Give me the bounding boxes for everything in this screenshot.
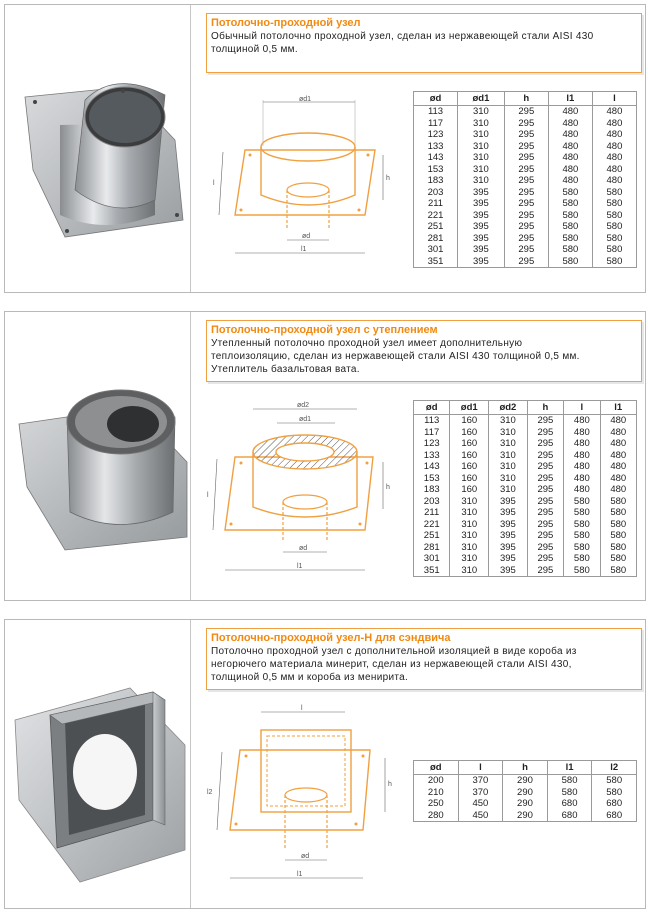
table-row xyxy=(414,129,637,141)
table-row xyxy=(414,198,637,210)
table-row xyxy=(414,152,637,164)
table-cell: 580 xyxy=(564,507,600,519)
table-cell: 450 xyxy=(458,798,503,810)
table-cell: 480 xyxy=(592,152,636,164)
dim-label-l2: l2 xyxy=(207,789,213,796)
table-cell: 580 xyxy=(600,507,636,519)
table-cell: 250 xyxy=(414,798,459,810)
table-cell: 210 xyxy=(414,787,459,799)
table-row xyxy=(414,553,637,565)
table-body xyxy=(414,775,637,822)
table-cell: 580 xyxy=(592,210,636,222)
table-cell: 295 xyxy=(504,221,548,233)
table-row xyxy=(414,118,637,130)
table-cell: 395 xyxy=(458,233,505,245)
table-cell: 295 xyxy=(504,244,548,256)
table-row xyxy=(414,221,637,233)
table-cell: 295 xyxy=(504,198,548,210)
table-cell: 395 xyxy=(458,198,505,210)
table-cell: 251 xyxy=(414,221,458,233)
table-cell: 211 xyxy=(414,507,450,519)
technical-drawing-3 xyxy=(205,700,405,890)
table-cell: 295 xyxy=(504,233,548,245)
table-cell: 113 xyxy=(414,106,458,118)
table-cell: 251 xyxy=(414,530,450,542)
table-cell: 480 xyxy=(548,129,592,141)
table-cell: 580 xyxy=(592,221,636,233)
section-description-line: Утепленный потолочно проходной узел имеет дополнительную xyxy=(211,338,523,349)
section-header-1 xyxy=(206,13,642,73)
column-header: h xyxy=(504,92,548,106)
table-cell: 395 xyxy=(489,565,528,577)
section-description-line: теплоизоляцию, сделан из нержавеющей стали AISI 430 толщиной 0,5 мм. xyxy=(211,351,580,362)
table-cell: 310 xyxy=(458,129,505,141)
section-title: Потолочно-проходной узел-Н для сэндвича xyxy=(211,632,451,644)
technical-drawing-2 xyxy=(205,397,405,582)
table-cell: 351 xyxy=(414,565,450,577)
column-header: l xyxy=(458,761,503,775)
table-row xyxy=(414,438,637,450)
dim-label-d: ød xyxy=(302,233,311,240)
spec-table-2 xyxy=(413,400,637,577)
table-cell: 160 xyxy=(450,427,489,439)
table-cell: 143 xyxy=(414,461,450,473)
table-cell: 310 xyxy=(458,141,505,153)
table-cell: 580 xyxy=(548,198,592,210)
table-row xyxy=(414,461,637,473)
table-cell: 580 xyxy=(600,496,636,508)
table-cell: 117 xyxy=(414,118,458,130)
table-cell: 310 xyxy=(458,164,505,176)
table-body xyxy=(414,106,637,268)
table-cell: 295 xyxy=(527,496,563,508)
spec-table-3 xyxy=(413,760,637,822)
table-cell: 117 xyxy=(414,427,450,439)
table-cell: 480 xyxy=(548,118,592,130)
table-cell: 295 xyxy=(527,553,563,565)
table-cell: 290 xyxy=(503,787,548,799)
table-cell: 480 xyxy=(592,141,636,153)
table-cell: 295 xyxy=(504,210,548,222)
table-cell: 295 xyxy=(527,438,563,450)
table-cell: 580 xyxy=(548,233,592,245)
table-cell: 580 xyxy=(548,187,592,199)
table-body xyxy=(414,415,637,577)
table-cell: 310 xyxy=(458,175,505,187)
dim-label-h: h xyxy=(386,175,390,182)
table-cell: 480 xyxy=(592,175,636,187)
table-cell: 680 xyxy=(592,798,637,810)
table-cell: 221 xyxy=(414,210,458,222)
table-cell: 310 xyxy=(489,415,528,427)
table-cell: 295 xyxy=(504,175,548,187)
table-cell: 480 xyxy=(600,484,636,496)
table-cell: 310 xyxy=(489,438,528,450)
table-cell: 295 xyxy=(527,519,563,531)
column-header: l xyxy=(592,92,636,106)
table-cell: 480 xyxy=(592,164,636,176)
column-header: ød1 xyxy=(450,401,489,415)
table-cell: 395 xyxy=(489,519,528,531)
table-row xyxy=(414,256,637,268)
table-cell: 395 xyxy=(489,496,528,508)
column-header: ød xyxy=(414,761,459,775)
table-header-row xyxy=(414,92,637,106)
table-cell: 160 xyxy=(450,450,489,462)
table-cell: 480 xyxy=(564,438,600,450)
table-cell: 295 xyxy=(504,118,548,130)
table-cell: 295 xyxy=(527,450,563,462)
table-cell: 295 xyxy=(527,530,563,542)
table-cell: 221 xyxy=(414,519,450,531)
table-cell: 580 xyxy=(592,775,637,787)
dim-label-l: l xyxy=(301,705,303,712)
table-cell: 290 xyxy=(503,810,548,822)
technical-drawing-1 xyxy=(205,90,405,270)
table-row xyxy=(414,106,637,118)
table-cell: 480 xyxy=(564,473,600,485)
table-cell: 395 xyxy=(458,210,505,222)
dim-label-l1: l1 xyxy=(301,246,307,253)
dim-label-h: h xyxy=(386,484,390,491)
table-cell: 203 xyxy=(414,187,458,199)
table-cell: 580 xyxy=(592,187,636,199)
table-cell: 203 xyxy=(414,496,450,508)
column-header: l xyxy=(564,401,600,415)
table-cell: 680 xyxy=(592,810,637,822)
table-cell: 295 xyxy=(527,427,563,439)
table-row xyxy=(414,427,637,439)
dim-label-d1: ød1 xyxy=(299,96,312,103)
table-cell: 580 xyxy=(592,198,636,210)
table-cell: 580 xyxy=(564,553,600,565)
table-cell: 480 xyxy=(548,164,592,176)
table-cell: 153 xyxy=(414,164,458,176)
table-cell: 113 xyxy=(414,415,450,427)
table-cell: 395 xyxy=(458,187,505,199)
dim-label-d1: ød1 xyxy=(299,416,312,423)
table-cell: 480 xyxy=(592,106,636,118)
table-cell: 310 xyxy=(458,106,505,118)
column-header: l1 xyxy=(547,761,592,775)
table-cell: 295 xyxy=(504,164,548,176)
dim-label-d: ød xyxy=(301,853,310,860)
table-row xyxy=(414,187,637,199)
column-header: ød1 xyxy=(458,92,505,106)
table-cell: 295 xyxy=(504,152,548,164)
table-cell: 680 xyxy=(547,798,592,810)
table-cell: 160 xyxy=(450,438,489,450)
table-row xyxy=(414,775,637,787)
table-row xyxy=(414,415,637,427)
table-cell: 310 xyxy=(489,427,528,439)
dim-label-h: h xyxy=(388,781,392,788)
section-description-line: толщиной 0,5 мм. xyxy=(211,44,298,55)
table-cell: 580 xyxy=(564,496,600,508)
table-row xyxy=(414,542,637,554)
table-cell: 310 xyxy=(450,565,489,577)
table-cell: 153 xyxy=(414,473,450,485)
section-header-3 xyxy=(206,628,642,690)
table-cell: 580 xyxy=(548,256,592,268)
table-cell: 480 xyxy=(548,152,592,164)
table-cell: 295 xyxy=(527,507,563,519)
table-cell: 310 xyxy=(458,118,505,130)
table-cell: 301 xyxy=(414,244,458,256)
table-cell: 183 xyxy=(414,484,450,496)
column-header: ød xyxy=(414,401,450,415)
table-cell: 680 xyxy=(547,810,592,822)
table-cell: 480 xyxy=(600,473,636,485)
column-header: h xyxy=(503,761,548,775)
table-cell: 280 xyxy=(414,810,459,822)
table-cell: 290 xyxy=(503,798,548,810)
product-panel-1 xyxy=(4,4,646,293)
table-cell: 580 xyxy=(564,530,600,542)
product-panel-3 xyxy=(4,619,646,909)
table-cell: 310 xyxy=(489,484,528,496)
table-cell: 480 xyxy=(600,427,636,439)
table-cell: 183 xyxy=(414,175,458,187)
table-row xyxy=(414,233,637,245)
column-header: h xyxy=(527,401,563,415)
table-cell: 295 xyxy=(504,187,548,199)
table-cell: 480 xyxy=(548,141,592,153)
table-cell: 370 xyxy=(458,787,503,799)
table-cell: 295 xyxy=(504,106,548,118)
table-cell: 580 xyxy=(548,244,592,256)
table-cell: 580 xyxy=(548,210,592,222)
table-cell: 395 xyxy=(458,221,505,233)
table-cell: 395 xyxy=(489,553,528,565)
table-cell: 281 xyxy=(414,542,450,554)
dim-label-d2: ød2 xyxy=(297,402,310,409)
table-cell: 123 xyxy=(414,129,458,141)
table-cell: 450 xyxy=(458,810,503,822)
table-cell: 580 xyxy=(600,565,636,577)
table-row xyxy=(414,141,637,153)
table-cell: 133 xyxy=(414,141,458,153)
dim-label-l: l xyxy=(213,180,215,187)
table-cell: 295 xyxy=(504,141,548,153)
table-row xyxy=(414,565,637,577)
table-cell: 295 xyxy=(504,256,548,268)
table-cell: 310 xyxy=(450,519,489,531)
dim-label-d: ød xyxy=(299,545,308,552)
table-cell: 310 xyxy=(458,152,505,164)
table-cell: 281 xyxy=(414,233,458,245)
table-cell: 395 xyxy=(458,244,505,256)
table-cell: 351 xyxy=(414,256,458,268)
table-cell: 310 xyxy=(450,496,489,508)
table-cell: 160 xyxy=(450,473,489,485)
table-cell: 480 xyxy=(564,427,600,439)
table-cell: 480 xyxy=(564,484,600,496)
table-cell: 123 xyxy=(414,438,450,450)
table-row xyxy=(414,175,637,187)
table-cell: 480 xyxy=(592,129,636,141)
table-cell: 133 xyxy=(414,450,450,462)
table-cell: 310 xyxy=(489,450,528,462)
table-row xyxy=(414,496,637,508)
column-header: ød xyxy=(414,92,458,106)
table-row xyxy=(414,519,637,531)
table-cell: 295 xyxy=(527,415,563,427)
table-cell: 160 xyxy=(450,461,489,473)
table-cell: 143 xyxy=(414,152,458,164)
product-photo-3 xyxy=(5,620,191,908)
table-row xyxy=(414,530,637,542)
table-cell: 160 xyxy=(450,415,489,427)
table-cell: 370 xyxy=(458,775,503,787)
table-cell: 580 xyxy=(592,787,637,799)
table-cell: 580 xyxy=(564,565,600,577)
section-header-2 xyxy=(206,320,642,382)
table-header-row xyxy=(414,761,637,775)
table-cell: 580 xyxy=(547,787,592,799)
table-cell: 480 xyxy=(600,415,636,427)
table-row xyxy=(414,473,637,485)
table-cell: 395 xyxy=(458,256,505,268)
section-description-line: негорючего материала минерит, сделан из нержавеющей стали AISI 430, xyxy=(211,659,572,670)
section-title: Потолочно-проходной узел xyxy=(211,17,361,29)
section-description-line: Утеплитель базальтовая вата. xyxy=(211,364,360,375)
table-row xyxy=(414,798,637,810)
table-row xyxy=(414,164,637,176)
table-cell: 295 xyxy=(527,484,563,496)
table-cell: 295 xyxy=(527,542,563,554)
table-cell: 480 xyxy=(600,461,636,473)
table-cell: 480 xyxy=(600,450,636,462)
table-cell: 295 xyxy=(527,461,563,473)
dim-label-l1: l1 xyxy=(297,871,303,878)
table-cell: 580 xyxy=(592,256,636,268)
table-row xyxy=(414,810,637,822)
table-row xyxy=(414,787,637,799)
table-cell: 295 xyxy=(527,473,563,485)
table-cell: 310 xyxy=(450,542,489,554)
table-cell: 480 xyxy=(548,106,592,118)
table-cell: 160 xyxy=(450,484,489,496)
section-description-line: толщиной 0,5 мм и короба из менирита. xyxy=(211,672,409,683)
table-cell: 580 xyxy=(600,519,636,531)
table-cell: 480 xyxy=(592,118,636,130)
table-cell: 480 xyxy=(564,415,600,427)
table-row xyxy=(414,244,637,256)
table-cell: 395 xyxy=(489,530,528,542)
table-cell: 295 xyxy=(527,565,563,577)
table-cell: 580 xyxy=(592,244,636,256)
section-description-line: Обычный потолочно проходной узел, сделан из нержавеющей стали AISI 430 xyxy=(211,31,594,42)
table-cell: 580 xyxy=(592,233,636,245)
table-cell: 310 xyxy=(489,473,528,485)
table-cell: 200 xyxy=(414,775,459,787)
table-cell: 310 xyxy=(450,507,489,519)
table-cell: 295 xyxy=(504,129,548,141)
table-cell: 290 xyxy=(503,775,548,787)
table-row xyxy=(414,507,637,519)
table-cell: 580 xyxy=(564,519,600,531)
table-cell: 480 xyxy=(564,461,600,473)
dim-label-l1: l1 xyxy=(297,563,303,570)
table-cell: 580 xyxy=(600,553,636,565)
table-cell: 310 xyxy=(450,530,489,542)
spec-table-1 xyxy=(413,91,637,268)
product-photo-2 xyxy=(5,312,191,600)
table-cell: 395 xyxy=(489,507,528,519)
product-photo-1 xyxy=(5,5,191,292)
table-cell: 310 xyxy=(489,461,528,473)
table-cell: 480 xyxy=(564,450,600,462)
table-cell: 580 xyxy=(547,775,592,787)
section-title: Потолочно-проходной узел с утеплением xyxy=(211,324,438,336)
table-cell: 310 xyxy=(450,553,489,565)
column-header: l1 xyxy=(548,92,592,106)
dim-label-l: l xyxy=(207,492,209,499)
column-header: l1 xyxy=(600,401,636,415)
column-header: ød2 xyxy=(489,401,528,415)
table-row xyxy=(414,450,637,462)
column-header: l2 xyxy=(592,761,637,775)
table-cell: 211 xyxy=(414,198,458,210)
table-header-row xyxy=(414,401,637,415)
table-row xyxy=(414,210,637,222)
table-cell: 580 xyxy=(600,530,636,542)
product-panel-2 xyxy=(4,311,646,601)
table-row xyxy=(414,484,637,496)
table-cell: 395 xyxy=(489,542,528,554)
table-cell: 480 xyxy=(548,175,592,187)
table-cell: 301 xyxy=(414,553,450,565)
section-description-line: Потолочно проходной узел с дополнительной изоляцией в виде короба из xyxy=(211,646,577,657)
table-cell: 580 xyxy=(600,542,636,554)
table-cell: 580 xyxy=(548,221,592,233)
table-cell: 480 xyxy=(600,438,636,450)
table-cell: 580 xyxy=(564,542,600,554)
